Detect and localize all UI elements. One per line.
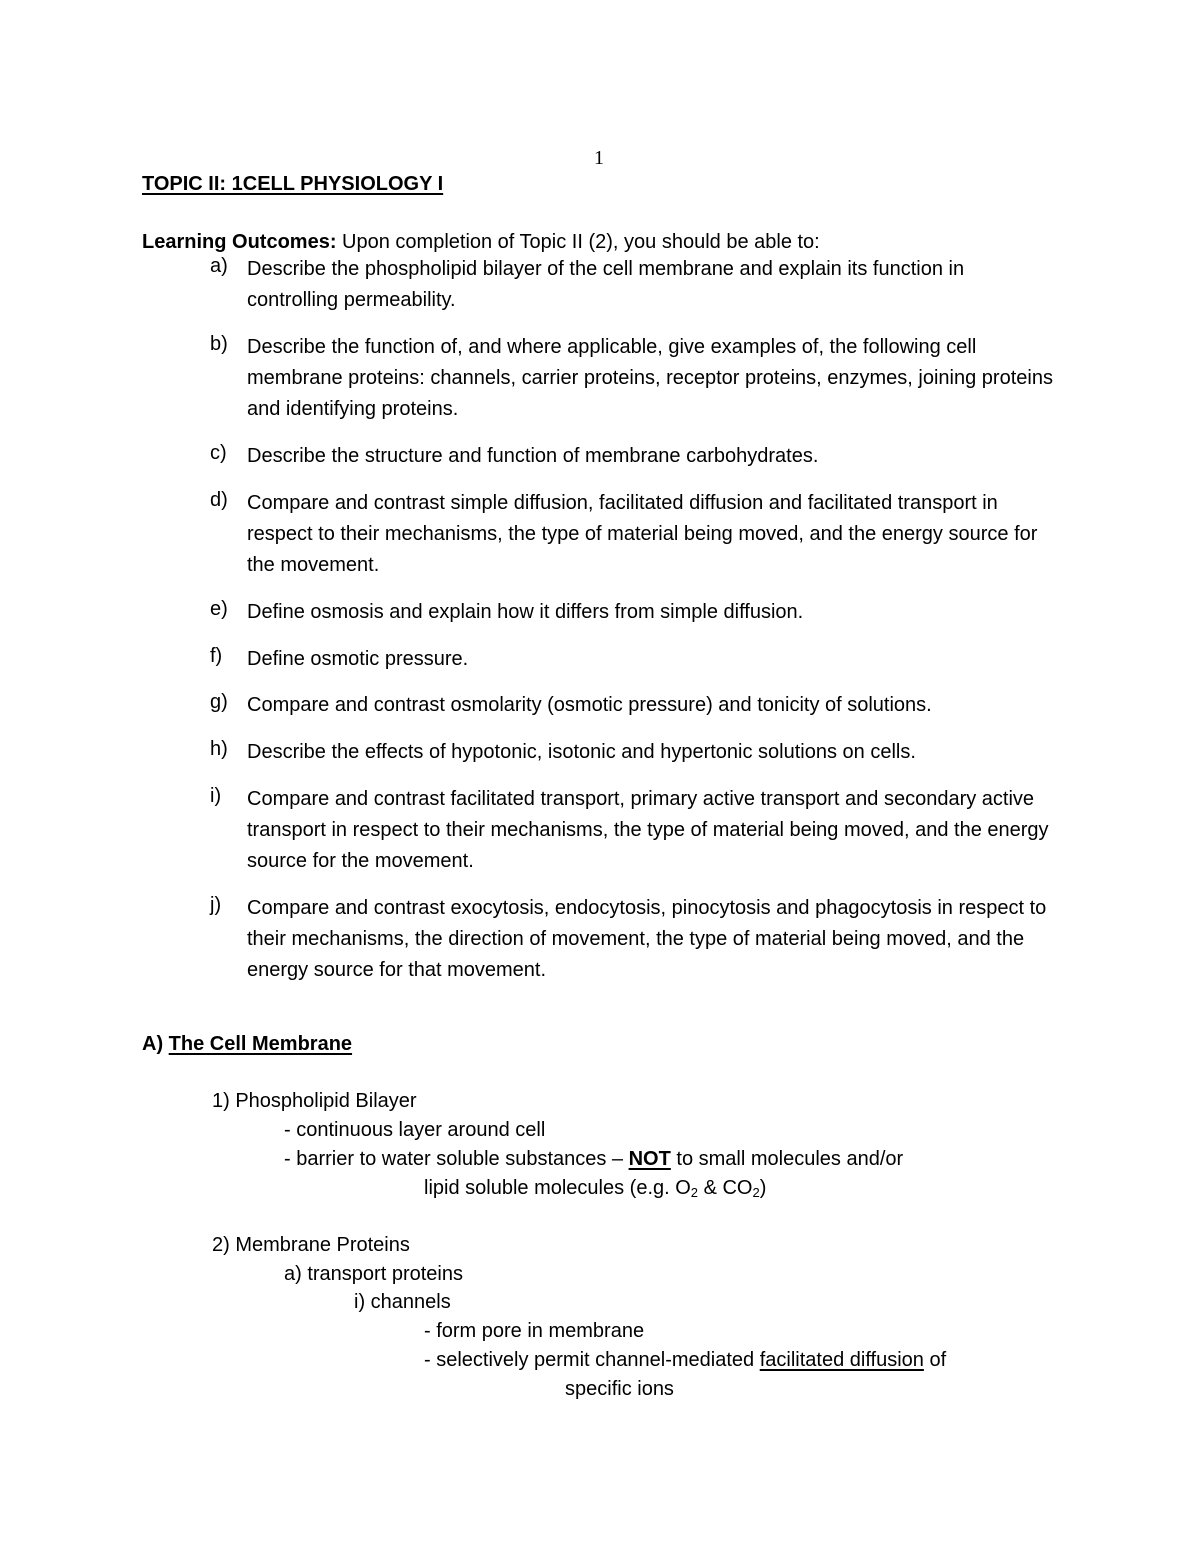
phospholipid-bilayer-heading: 1) Phospholipid Bilayer xyxy=(212,1090,417,1112)
subscript: 2 xyxy=(690,1185,699,1200)
channels-line-1: - form pore in membrane xyxy=(424,1320,645,1342)
membrane-proteins-heading: 2) Membrane Proteins xyxy=(212,1234,410,1256)
not-emphasis: NOT xyxy=(628,1148,671,1170)
bilayer-line-3-text: lipid soluble molecules (e.g. O xyxy=(424,1177,691,1199)
outcome-text: Compare and contrast osmolarity (osmotic pressure) and tonicity of solutions. xyxy=(247,694,932,716)
channels-line-2-text: - selectively permit channel-mediated xyxy=(424,1349,760,1371)
bilayer-line-2-text: - barrier to water soluble substances – xyxy=(284,1148,629,1170)
outcome-text: Compare and contrast exocytosis, endocytosis, pinocytosis and phagocytosis in respect to their mechanisms, the direction of movement, the type of material being moved, and the energy source for that movement. xyxy=(247,897,1047,981)
section-a-heading xyxy=(142,1032,352,1056)
bilayer-line-2-end: to small molecules and/or xyxy=(670,1148,904,1170)
outcome-letter: h) xyxy=(210,738,228,760)
bilayer-line-3-end: ) xyxy=(759,1177,767,1199)
bilayer-line-2 xyxy=(284,1147,903,1171)
subscript: 2 xyxy=(752,1185,760,1200)
learning-outcomes-intro-text: Upon completion of Topic II (2), you should be able to: xyxy=(336,231,820,253)
outcome-text: Describe the effects of hypotonic, isotonic and hypertonic solutions on cells. xyxy=(247,741,916,763)
outcome-text: Define osmosis and explain how it differs from simple diffusion. xyxy=(247,601,804,623)
learning-outcomes-label: Learning Outcomes: xyxy=(142,231,337,253)
outcome-letter: f) xyxy=(210,645,223,667)
section-a-title: The Cell Membrane xyxy=(168,1033,353,1055)
facilitated-diffusion-term: facilitated diffusion xyxy=(759,1349,924,1371)
channels-line-2 xyxy=(424,1348,946,1372)
topic-title: TOPIC II: 1CELL PHYSIOLOGY I xyxy=(142,173,444,195)
channels-heading: i) channels xyxy=(354,1291,451,1313)
outcome-letter: i) xyxy=(210,785,222,807)
outcome-text: Describe the phospholipid bilayer of the cell membrane and explain its function in controlling permeability. xyxy=(247,258,965,311)
outcome-letter: e) xyxy=(210,598,228,620)
transport-proteins-heading: a) transport proteins xyxy=(284,1263,463,1285)
outcome-letter: d) xyxy=(210,489,228,511)
page-number: 1 xyxy=(594,147,604,169)
outcome-letter: j) xyxy=(210,894,222,916)
outcome-letter: a) xyxy=(210,255,228,277)
section-a-prefix: A) xyxy=(142,1033,169,1055)
bilayer-line-3-mid: & CO xyxy=(698,1177,753,1199)
outcome-text: Describe the function of, and where applicable, give examples of, the following cell membrane proteins: channels, carrier proteins, receptor proteins, enzymes, joining proteins and identifying proteins. xyxy=(247,336,1053,420)
channels-line-2-end: of xyxy=(923,1349,947,1371)
outcome-letter: g) xyxy=(210,691,228,713)
outcome-text: Compare and contrast simple diffusion, facilitated diffusion and facilitated transport in respect to their mechanisms, the type of material being moved, and the energy source for the movement. xyxy=(247,492,1038,576)
outcome-text: Compare and contrast facilitated transport, primary active transport and secondary active transport in respect to their mechanisms, the type of material being moved, and the energy source for the movement. xyxy=(247,788,1049,872)
channels-line-3: specific ions xyxy=(565,1378,674,1400)
bilayer-line-1: - continuous layer around cell xyxy=(284,1119,546,1141)
outcome-text: Define osmotic pressure. xyxy=(247,648,469,670)
outcome-text: Describe the structure and function of membrane carbohydrates. xyxy=(247,445,819,467)
outcome-letter: c) xyxy=(210,442,227,464)
learning-outcomes-intro xyxy=(142,230,820,254)
bilayer-line-3 xyxy=(424,1176,766,1200)
outcome-letter: b) xyxy=(210,333,228,355)
